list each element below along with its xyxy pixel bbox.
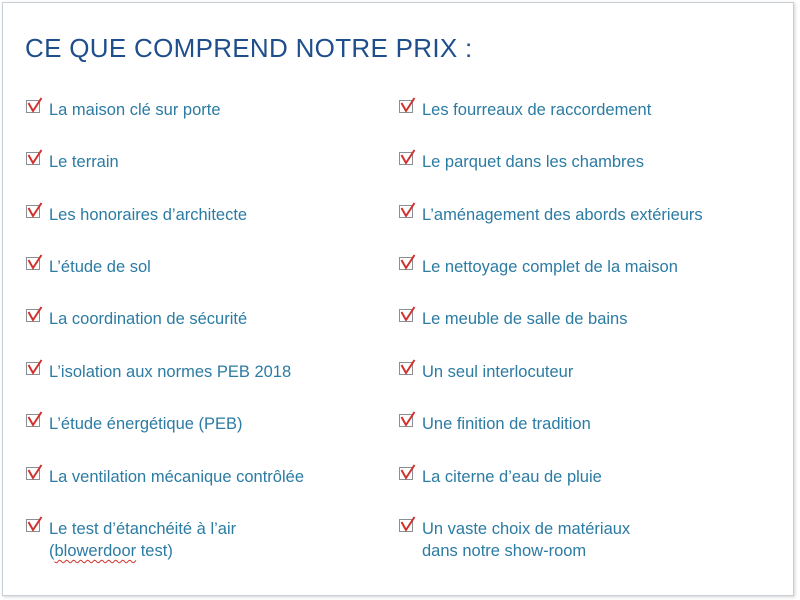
- list-item-label: Une finition de tradition: [422, 415, 591, 433]
- list-item-line: Le test d’étanchéité à l’air: [49, 520, 237, 538]
- list-item: [25, 518, 236, 562]
- check-box-icon: [398, 149, 416, 167]
- page-title: CE QUE COMPREND NOTRE PRIX :: [25, 33, 473, 63]
- misspelled-word[interactable]: blowerdoor: [54, 542, 137, 560]
- list-item: [25, 413, 243, 435]
- list-item-label: La citerne d’eau de pluie: [422, 468, 602, 486]
- list-item-label: L’étude énergétique (PEB): [49, 415, 243, 433]
- list-item: [398, 361, 573, 383]
- check-box-icon: [398, 411, 416, 429]
- list-item-label: L’étude de sol: [49, 258, 151, 276]
- check-box-icon: [398, 97, 416, 115]
- list-item-label: La ventilation mécanique contrôlée: [49, 468, 305, 486]
- check-box-icon: [25, 464, 43, 482]
- check-box-icon: [25, 254, 43, 272]
- check-box-icon: [25, 359, 43, 377]
- list-item-label: L’isolation aux normes PEB 2018: [49, 363, 292, 381]
- list-item: [398, 99, 651, 121]
- check-box-icon: [398, 254, 416, 272]
- list-item: [25, 466, 304, 488]
- list-item-label: [49, 518, 236, 562]
- list-item: [25, 256, 151, 278]
- list-item-label: Un seul interlocuteur: [422, 363, 574, 381]
- list-item-label: [422, 518, 630, 562]
- list-item: [25, 99, 221, 121]
- check-box-icon: [25, 97, 43, 115]
- price-card: [2, 2, 794, 596]
- list-item: [398, 413, 591, 435]
- list-item-label: Le parquet dans les chambres: [422, 153, 644, 171]
- check-box-icon: [398, 306, 416, 324]
- check-box-icon: [25, 516, 43, 534]
- list-item-line: (blowerdoor test): [49, 542, 173, 560]
- check-box-icon: [398, 202, 416, 220]
- list-item: [398, 256, 678, 278]
- check-box-icon: [398, 359, 416, 377]
- list-item: [25, 204, 247, 226]
- check-box-icon: [25, 149, 43, 167]
- list-item: [25, 361, 291, 383]
- list-item: [398, 466, 602, 488]
- list-item-label: Les fourreaux de raccordement: [422, 101, 652, 119]
- list-item-line: dans notre show-room: [422, 542, 587, 560]
- list-item-label: Les honoraires d’architecte: [49, 206, 248, 224]
- list-item: [398, 308, 627, 330]
- list-item-label: Le nettoyage complet de la maison: [422, 258, 678, 276]
- list-item-label: Le meuble de salle de bains: [422, 310, 628, 328]
- check-box-icon: [398, 464, 416, 482]
- list-item: [398, 204, 703, 226]
- list-item: [25, 308, 247, 330]
- list-item-line: Un vaste choix de matériaux: [422, 520, 631, 538]
- check-box-icon: [25, 306, 43, 324]
- list-item: [398, 151, 644, 173]
- check-box-icon: [25, 202, 43, 220]
- list-item-label: Le terrain: [49, 153, 119, 171]
- check-box-icon: [25, 411, 43, 429]
- list-item-label: La maison clé sur porte: [49, 101, 221, 119]
- list-item: [25, 151, 119, 173]
- list-item-label: L’aménagement des abords extérieurs: [422, 206, 703, 224]
- list-item-label: La coordination de sécurité: [49, 310, 248, 328]
- list-item: [398, 518, 630, 562]
- check-box-icon: [398, 516, 416, 534]
